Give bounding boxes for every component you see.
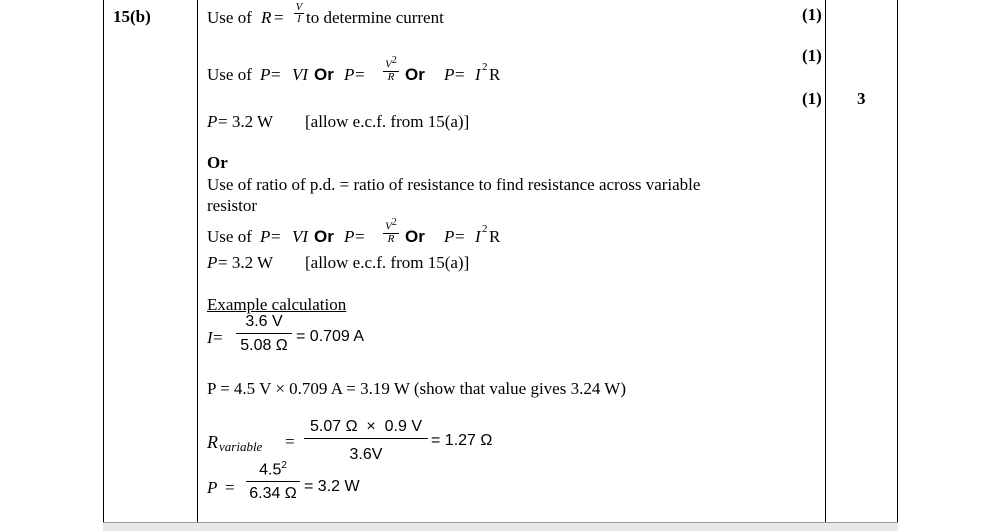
line5-R3: R (489, 227, 501, 246)
mark-1: (1) (802, 5, 822, 24)
line6-P: P (207, 253, 218, 272)
line5-eq2: = (355, 227, 365, 246)
line5-or2: Or (405, 227, 425, 246)
line2-fraction (383, 56, 399, 83)
calc4-denominator: 6.34 Ω (249, 485, 297, 503)
table-border-marks-col (825, 0, 826, 530)
table-border-question-col (197, 0, 198, 530)
calc3-numerator: 5.07 Ω × 0.9 V (309, 418, 423, 435)
calc3-fraction (304, 419, 428, 463)
line2-or2: Or (405, 65, 425, 84)
ratio-text-line1: Use of ratio of p.d. = ratio of resistance to find resistance across variable (207, 175, 701, 194)
calc3-result: = 1.27 Ω (431, 432, 493, 449)
line2-eq2: = (355, 65, 365, 84)
line1-eq: = (274, 8, 284, 27)
line5-R: R (387, 232, 395, 245)
line5-V: V (385, 220, 392, 233)
example-heading: Example calculation (207, 295, 347, 314)
line5-I: I (475, 227, 481, 246)
line2-P2: P (344, 65, 355, 84)
line2-eq3: = (455, 65, 465, 84)
line1-pre: Use of (207, 8, 252, 27)
line5-P3: P (444, 227, 455, 246)
line5-pre: Use of (207, 227, 252, 246)
table-border-left (103, 0, 104, 530)
calc4-P: P (207, 478, 218, 497)
line2-pre: Use of (207, 65, 252, 84)
line1-post: to determine current (306, 8, 444, 27)
line3-allow: [allow e.c.f. from 15(a)] (305, 112, 470, 131)
question-number: 15(b) (113, 7, 151, 26)
or-heading: Or (207, 153, 228, 172)
calc3-sub: variable (219, 439, 263, 454)
total-marks: 3 (857, 89, 866, 108)
calc4-result: = 3.2 W (304, 478, 360, 495)
line1-I: I (297, 13, 301, 25)
calc3-eq: = (285, 432, 295, 451)
line2-I: I (475, 65, 481, 84)
line1-R: R (261, 8, 272, 27)
line2-P1: P (260, 65, 271, 84)
line5-P2: P (344, 227, 355, 246)
line2-R3: R (489, 65, 501, 84)
line5-eq3: = (455, 227, 465, 246)
calc-power: P = 4.5 V × 0.709 A = 3.19 W (show that value gives 3.24 W) (207, 379, 626, 398)
calc1-result: = 0.709 A (296, 328, 365, 345)
line2-sup3: 2 (482, 61, 488, 73)
calc4-eq: = (225, 478, 235, 497)
line5-eq1: = (271, 227, 281, 246)
calc1-eq: = (213, 328, 223, 347)
calc4-numerator: $4.5^2$ (259, 460, 287, 479)
line5-or1: Or (314, 227, 334, 246)
line2-P3: P (444, 65, 455, 84)
line3-result: = 3.2 W (218, 112, 274, 131)
line6-result: = 3.2 W (218, 253, 274, 272)
line3-P: P (207, 112, 218, 131)
line5-fraction (383, 218, 399, 245)
calc4-fraction (246, 461, 300, 502)
calc1-denominator: 5.08 Ω (240, 337, 288, 354)
line6-allow: [allow e.c.f. from 15(a)] (305, 253, 470, 272)
line2-or1: Or (314, 65, 334, 84)
line1-V: V (295, 1, 303, 13)
line2-V: V (385, 58, 392, 71)
line2-R: R (387, 70, 395, 83)
mark-2: (1) (802, 46, 822, 65)
line2-VI: VI (292, 65, 309, 84)
ratio-text-line2: resistor (207, 196, 258, 215)
calc3-R: R (207, 432, 218, 452)
calc1-numerator: 3.6 V (245, 313, 283, 330)
line5-sup: 2 (391, 217, 397, 228)
line5-sup3: 2 (482, 223, 488, 235)
line5-VI: VI (292, 227, 309, 246)
mark-3: (1) (802, 89, 822, 108)
calc3-denominator: 3.6V (349, 446, 383, 463)
line5-P1: P (260, 227, 271, 246)
calc1-I: I (207, 328, 213, 347)
line2-eq1: = (271, 65, 281, 84)
calc1-fraction (236, 314, 292, 354)
table-border-right (897, 0, 898, 530)
line2-sup: 2 (391, 55, 397, 66)
line1-fraction (294, 2, 304, 25)
